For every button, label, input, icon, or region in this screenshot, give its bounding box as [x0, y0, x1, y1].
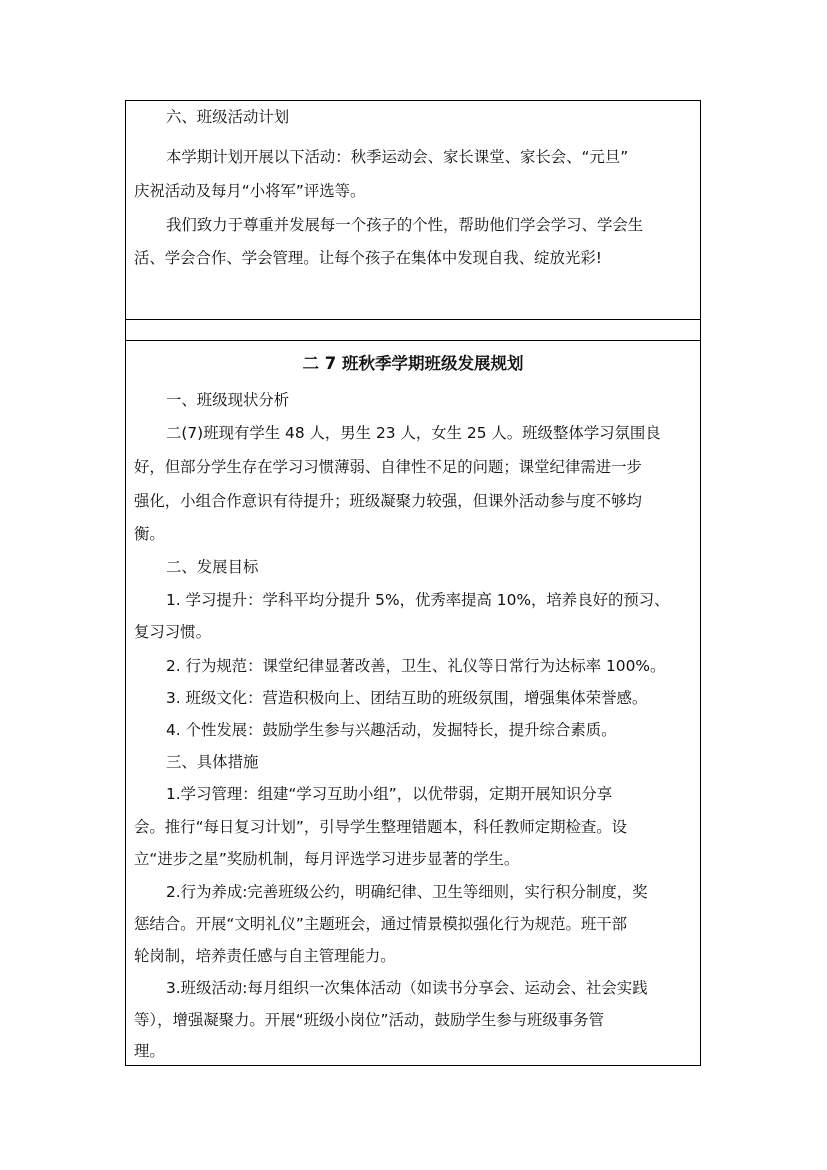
paragraph-line: 3.班级活动:每月组织一次集体活动（如读书分享会、运动会、社会实践: [166, 979, 648, 997]
paragraph-line: 复习习惯。: [134, 623, 211, 641]
section-heading: 三、具体措施: [166, 753, 259, 771]
paragraph-line: 1. 学习提升：学科平均分提升 5%，优秀率提高 10%，培养良好的预习、: [166, 591, 670, 609]
paragraph-line: 惩结合。开展“文明礼仪”主题班会，通过情景模拟强化行为规范。班干部: [134, 915, 628, 933]
paragraph-line: 庆祝活动及每月“小将军”评选等。: [134, 182, 366, 200]
paragraph-line: 1.学习管理：组建“学习互助小组”，以优带弱，定期开展知识分享: [166, 785, 613, 803]
paragraph-line: 会。推行“每日复习计划”，引导学生整理错题本，科任教师定期检查。设: [134, 818, 628, 836]
paragraph-line: 活、学会合作、学会管理。让每个孩子在集体中发现自我、绽放光彩!: [134, 249, 602, 267]
paragraph-line: 4. 个性发展：鼓励学生参与兴趣活动，发掘特长，提升综合素质。: [166, 721, 617, 739]
paragraph-line: 衡。: [134, 525, 165, 543]
document-table: [125, 100, 701, 1066]
paragraph-line: 本学期计划开展以下活动：秋季运动会、家长课堂、家长会、“元旦”: [166, 148, 629, 166]
paragraph-line: 二(7)班现有学生 48 人，男生 23 人，女生 25 人。班级整体学习氛围良: [166, 424, 661, 442]
plan-title: 二 7 班秋季学期班级发展规划: [302, 354, 524, 373]
paragraph-line: 轮岗制，培养责任感与自主管理能力。: [134, 947, 396, 965]
paragraph-line: 2.行为养成:完善班级公约，明确纪律、卫生等细则，实行积分制度，奖: [166, 883, 648, 901]
paragraph-line: 好，但部分学生存在学习习惯薄弱、自律性不足的问题；课堂纪律需进一步: [134, 458, 642, 476]
paragraph-line: 立“进步之星”奖励机制，每月评选学习进步显著的学生。: [134, 850, 520, 868]
section-heading: 一、班级现状分析: [166, 391, 290, 409]
section-heading: 二、发展目标: [166, 558, 259, 576]
paragraph-line: 理。: [134, 1042, 165, 1060]
paragraph-line: 我们致力于尊重并发展每一个孩子的个性，帮助他们学会学习、学会生: [166, 216, 644, 234]
table-row-divider: [126, 319, 700, 320]
paragraph-line: 等），增强凝聚力。开展“班级小岗位”活动，鼓励学生参与班级事务管: [134, 1011, 604, 1029]
table-row-divider: [126, 340, 700, 341]
paragraph-line: 强化，小组合作意识有待提升；班级凝聚力较强，但课外活动参与度不够均: [134, 492, 642, 510]
section-heading-activity-plan: 六、班级活动计划: [166, 108, 290, 126]
paragraph-line: 3. 班级文化：营造积极向上、团结互助的班级氛围，增强集体荣誉感。: [166, 689, 648, 707]
paragraph-line: 2. 行为规范：课堂纪律显著改善，卫生、礼仪等日常行为达标率 100%。: [166, 657, 666, 675]
